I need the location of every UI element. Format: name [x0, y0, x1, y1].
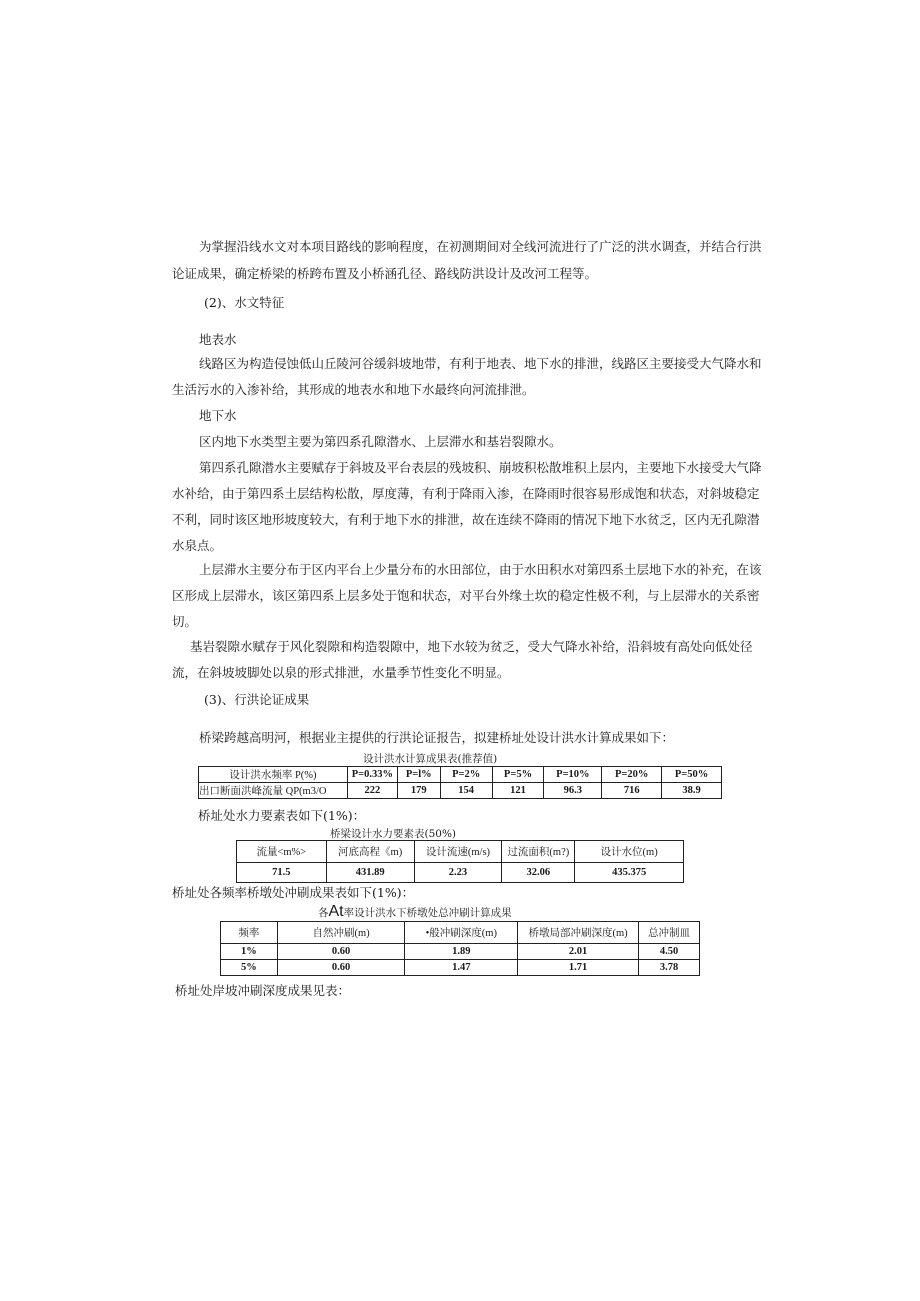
paragraph-pore-water-line-2: 水补给，由于第四系土层结构松散，厚度薄，有利于降雨入渗，在降雨时很容易形成饱和状态，对斜坡稳定 [172, 486, 760, 501]
table-cell: 0.60 [277, 944, 405, 960]
table-cell: 32.06 [502, 863, 575, 883]
table-header-cell: P=2% [440, 767, 492, 783]
hydraulic-elements-table [236, 840, 684, 883]
table-cell: 435.375 [575, 863, 684, 883]
table-cell: 4.50 [639, 944, 700, 960]
paragraph-perched-water-line-3: 切。 [172, 614, 198, 629]
paragraph-bank-scour-intro: 桥址处岸坡冲刷深度成果见表： [175, 983, 351, 998]
table-cell: 1% [221, 944, 278, 960]
design-flood-table [198, 766, 722, 799]
paragraph-surface-line-1: 线路区为构造侵蚀低山丘陵河谷缓斜坡地带，有利于地表、地下水的排泄，线路区主要接受大气降水和 [199, 356, 762, 371]
paragraph-bedrock-water-line-1: 基岩裂隙水赋存于风化裂隙和构造裂隙中，地下水较为贫乏，受大气降水补给，沿斜坡有高处向低处径 [190, 639, 753, 654]
table-header-cell: 流量<m%> [237, 841, 327, 863]
paragraph-pore-water-line-1: 第四系孔隙潜水主要赋存于斜坡及平台表层的残坡积、崩坡积松散堆积上层内，主要地下水接受大气降 [199, 460, 762, 475]
table-cell: 2.01 [518, 944, 639, 960]
paragraph-bedrock-water-line-2: 流，在斜坡坡脚处以泉的形式排泄，水量季节性变化不明显。 [172, 665, 510, 680]
paragraph-groundwater-types: 区内地下水类型主要为第四系孔隙潜水、上层滞水和基岩裂隙水。 [199, 434, 562, 449]
paragraph-surface-line-2: 生活污水的入渗补给，其形成的地表水和地下水最终向河流排泄。 [172, 382, 535, 397]
paragraph-perched-water-line-1: 上层滞水主要分布于区内平台上少量分布的水田部位，由于水田积水对第四系土层地下水的补充，在该 [199, 562, 762, 577]
table3-caption-big: At [328, 903, 344, 920]
table-header-cell: P=50% [662, 767, 722, 783]
table-cell: 1.89 [405, 944, 518, 960]
table-cell: 121 [492, 783, 544, 799]
paragraph-pore-water-line-4: 水泉点。 [172, 538, 223, 553]
table3-caption-post: 率设计洪水下桥墩处总冲刷计算成果 [343, 907, 512, 919]
table3-caption-pre: 各 [318, 907, 329, 919]
table-cell: 71.5 [237, 863, 327, 883]
table3-caption [318, 903, 512, 921]
table-row [221, 944, 700, 960]
table-cell: 2.23 [414, 863, 502, 883]
paragraph-intro-line-1: 为掌握沿线水文对本项目路线的影响程度，在初测期间对全线河流进行了广泛的洪水调查，并结合行洪 [199, 239, 762, 254]
table-header-cell: 河底高程《m) [326, 841, 414, 863]
table-header-cell: 设计洪水频率 P(%) [199, 767, 348, 783]
subheading-groundwater: 地下水 [199, 408, 237, 423]
table1-caption: 设计洪水计算成果表(推荐值) [363, 753, 498, 765]
table-header-cell: 过流面积(m?) [502, 841, 575, 863]
table-cell: 5% [221, 960, 278, 976]
table-header-cell: 自然冲刷(m) [277, 922, 405, 944]
table-cell: 1.71 [518, 960, 639, 976]
table-row [199, 767, 722, 783]
table-cell: 3.78 [639, 960, 700, 976]
table-cell: 38.9 [662, 783, 722, 799]
table2-caption: 桥梁设计水力要素表(50%) [330, 828, 457, 840]
table-cell: 154 [440, 783, 492, 799]
table-header-cell: P=l% [397, 767, 440, 783]
table-header-cell: P=10% [544, 767, 602, 783]
table-header-cell: •般冲刷深度(m) [405, 922, 518, 944]
pier-scour-table [220, 921, 700, 976]
table-header-cell: P=20% [602, 767, 662, 783]
paragraph-pore-water-line-3: 不利，同时该区地形坡度较大，有利于地下水的排泄，故在连续不降雨的情况下地下水贫乏，区内无孔隙潜 [172, 512, 760, 527]
table-row [237, 841, 684, 863]
table-row [199, 783, 722, 799]
paragraph-hydraulic-intro: 桥址处水力要素表如下(1%)： [198, 808, 366, 823]
table-header-cell: 设计水位(m) [575, 841, 684, 863]
table-cell: 716 [602, 783, 662, 799]
paragraph-perched-water-line-2: 区形成上层滞水，该区第四系上层多处于饱和状态，对平台外缘土坎的稳定性极不利，与上层滞水的关系密 [172, 588, 760, 603]
table-row [221, 922, 700, 944]
table-cell: 431.89 [326, 863, 414, 883]
table-header-cell: 设计流速(m/s) [414, 841, 502, 863]
section-heading-flood-results: (3)、行洪论证成果 [204, 692, 310, 707]
table-cell: 0.60 [277, 960, 405, 976]
table-cell: 179 [397, 783, 440, 799]
paragraph-intro-line-2: 论证成果，确定桥梁的桥跨布置及小桥涵孔径、路线防洪设计及改河工程等。 [172, 266, 598, 281]
table-header-cell: P=0.33% [347, 767, 397, 783]
table-header-cell: 总冲制皿 [639, 922, 700, 944]
table-header-cell: P=5% [492, 767, 544, 783]
paragraph-scour-intro: 桥址处各频率桥墩处冲刷成果表如下(1%)： [172, 885, 415, 900]
table-cell: 96.3 [544, 783, 602, 799]
table-row [221, 960, 700, 976]
table-row [237, 863, 684, 883]
table-cell: 1.47 [405, 960, 518, 976]
table-cell: 出口断面洪峰流量 QP(m3/O [199, 783, 348, 799]
table-header-cell: 频率 [221, 922, 278, 944]
table-cell: 222 [347, 783, 397, 799]
subheading-surface-water: 地表水 [199, 332, 237, 347]
section-heading-hydrology: (2)、水文特征 [204, 295, 285, 310]
paragraph-bridge-intro: 桥梁跨越高明河，根据业主提供的行洪论证报告，拟建桥址处设计洪水计算成果如下： [199, 730, 675, 745]
table-header-cell: 桥墩局部冲刷深度(m) [518, 922, 639, 944]
